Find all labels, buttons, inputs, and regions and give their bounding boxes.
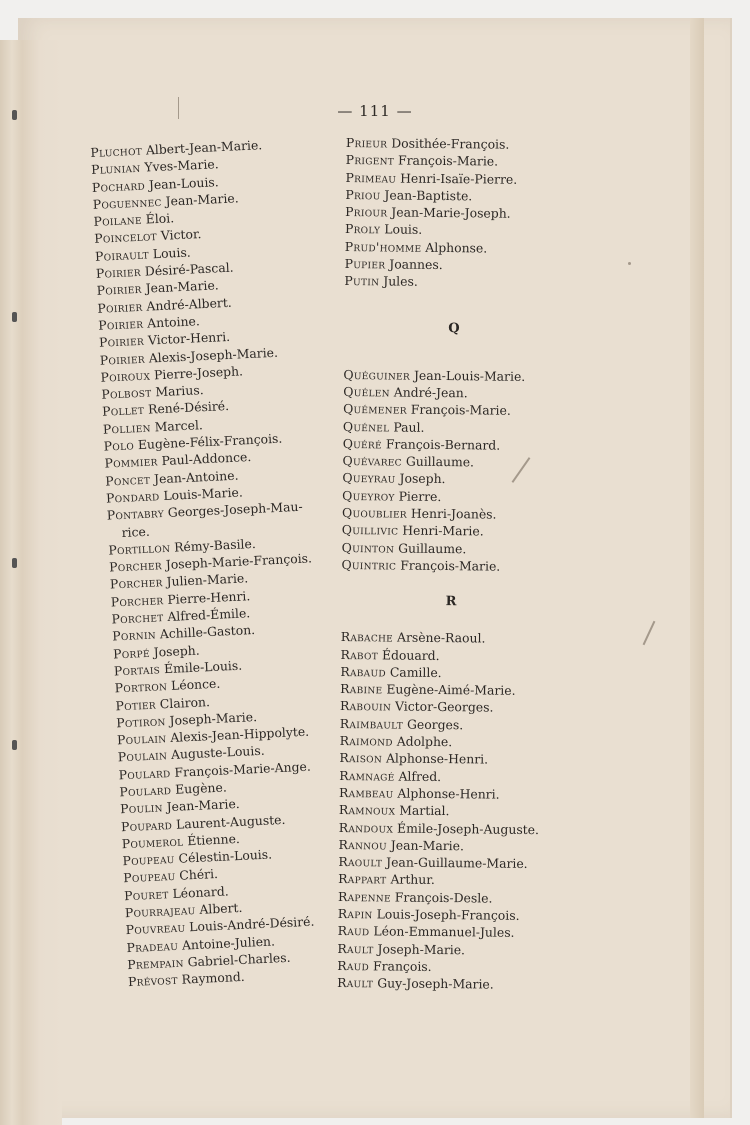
surname: Priou [345, 186, 381, 203]
surname: Potier [115, 696, 157, 713]
surname: Pollet [101, 402, 145, 420]
surname: Prud'homme [344, 238, 422, 255]
page-number: — 111 — [337, 102, 413, 120]
name-entry [346, 151, 606, 171]
surname: Priour [345, 204, 388, 220]
surname: Quéguiner [343, 366, 411, 383]
stitch-hole [12, 312, 17, 322]
given-names: Alphonse-Henri. [385, 750, 489, 767]
surname: Potiron [115, 712, 166, 731]
given-names: Joseph-Marie. [169, 708, 258, 728]
surname: Poupeau [123, 868, 176, 886]
given-names: Georges. [406, 716, 464, 732]
surname: Quillivic [341, 522, 399, 538]
surname: Rault [337, 975, 374, 991]
stitch-hole [12, 558, 17, 568]
given-names: Édouard. [381, 646, 440, 663]
given-names: Joseph. [153, 642, 200, 660]
surname: Polo [103, 437, 135, 454]
given-names: Léonard. [172, 883, 229, 901]
given-names: Alphonse. [425, 239, 488, 256]
surname: Porchet [111, 609, 164, 627]
given-names: Dosithée-François. [391, 135, 510, 152]
given-names: André-Jean. [393, 384, 468, 401]
surname: Rabine [340, 681, 383, 697]
surname: Pommier [104, 453, 158, 472]
given-names: Louis. [384, 221, 423, 238]
name-entry [338, 922, 598, 942]
given-names: Henri-Isaïe-Pierre. [400, 170, 518, 187]
given-names: Jean-Marie. [166, 796, 240, 815]
given-names: Antoine. [146, 313, 201, 331]
surname: Poulin [119, 799, 164, 817]
given-names: François-Bernard. [385, 436, 501, 453]
given-names: François-Desle. [394, 889, 493, 906]
given-names: Adolphe. [396, 733, 453, 750]
given-names: Auguste-Louis. [170, 743, 265, 763]
surname: Raud [337, 957, 370, 974]
given-names: Éloi. [145, 210, 175, 227]
given-names: André-Albert. [146, 294, 232, 314]
given-names: Camille. [389, 664, 442, 680]
given-names: Guillaume. [398, 540, 467, 556]
name-entry [341, 556, 601, 576]
given-names: Jules. [383, 273, 418, 290]
given-names: Raymond. [181, 969, 245, 987]
surname: Poupeau [122, 851, 175, 869]
surname: Rappart [338, 871, 387, 887]
surname: Poincelot [93, 228, 158, 247]
surname: Portais [113, 661, 161, 679]
name-entry [337, 974, 597, 994]
surname: Poumerol [121, 833, 184, 852]
surname: Quémener [343, 401, 407, 417]
given-names: Guillaume. [405, 453, 475, 470]
surname: Pollien [102, 419, 152, 437]
given-names: Eugène. [174, 779, 228, 797]
surname: Poulain [117, 747, 168, 765]
surname: Quénel [342, 418, 390, 435]
surname: Poirier [95, 263, 142, 281]
surname: Raison [339, 750, 383, 766]
surname: Poirault [94, 246, 150, 264]
surname: Pourrajeau [124, 902, 196, 921]
name-entry-continuation: rice. [121, 523, 151, 540]
section-p-continued [344, 134, 606, 292]
right-column [337, 134, 606, 994]
surname: Prempain [126, 954, 185, 973]
given-names: Pierre-Henri. [167, 587, 251, 607]
surname: Quévarec [342, 453, 402, 469]
given-names: Laurent-Auguste. [175, 811, 286, 832]
section-heading-r: R [445, 594, 457, 610]
given-names: Henri-Joanès. [410, 505, 497, 522]
given-names: Jean-Marie. [145, 277, 219, 296]
surname: Prigent [345, 152, 395, 168]
given-names: Victor-Georges. [394, 698, 494, 715]
surname: Porcher [110, 591, 164, 610]
given-names: Marcel. [154, 416, 204, 435]
given-names: Julien-Marie. [166, 570, 249, 590]
surname: Raimbault [339, 715, 404, 732]
given-names: Étienne. [186, 830, 241, 849]
surname: Rapenne [337, 888, 391, 905]
section-q [341, 366, 603, 576]
given-names: Georges-Joseph-Mau- [167, 498, 303, 521]
surname: Pornin [112, 626, 157, 644]
surname: Randoux [338, 819, 394, 836]
given-names: Chéri. [179, 866, 219, 884]
surname: Portillon [108, 539, 171, 558]
surname: Poulard [119, 781, 172, 800]
surname: Ramnagé [339, 767, 395, 784]
surname: Quéré [342, 435, 383, 452]
given-names: Victor. [160, 226, 202, 244]
surname: Porcher [108, 557, 163, 575]
surname: Quélen [343, 383, 390, 400]
surname: Rapin [337, 905, 373, 922]
given-names: Émile-Louis. [163, 657, 243, 677]
given-names: Léonce. [170, 675, 221, 694]
surname: Rault [337, 940, 374, 956]
given-names: Pierre-Joseph. [153, 363, 244, 383]
surname: Portron [114, 678, 168, 696]
given-names: Alexis-Joseph-Marie. [148, 344, 279, 366]
surname: Poirier [99, 350, 146, 368]
given-names: Paul. [393, 419, 425, 435]
left-column [90, 133, 368, 991]
given-names: Alfred. [398, 768, 442, 784]
surname: Primeau [345, 169, 397, 186]
given-names: Albert-Jean-Marie. [145, 137, 263, 158]
given-names: Alphonse-Henri. [397, 785, 500, 802]
surname: Pupier [344, 256, 386, 272]
surname: Poulard [118, 764, 171, 783]
given-names: Jean-Marie-Joseph. [391, 204, 511, 221]
given-names: Yves-Marie. [144, 156, 219, 175]
given-names: Jean-Louis-Marie. [413, 367, 526, 384]
given-names: Léon-Emmanuel-Jules. [373, 923, 515, 941]
given-names: Victor-Henri. [147, 329, 231, 348]
given-names: Pierre. [398, 488, 442, 504]
surname: Poupard [120, 816, 173, 834]
given-names: Rémy-Basile. [173, 535, 257, 555]
given-names: Marius. [155, 382, 204, 400]
surname: Pouvreau [125, 919, 186, 938]
given-names: Albert. [199, 899, 243, 917]
surname: Poulain [116, 730, 167, 748]
surname: Pouret [123, 885, 169, 903]
surname: Quintric [341, 556, 397, 573]
given-names: Louis-André-Désiré. [188, 913, 315, 935]
surname: Poirier [97, 315, 144, 333]
given-names: Clairon. [159, 693, 211, 711]
given-names: François-Marie. [400, 557, 501, 574]
given-names: Henri-Marie. [402, 522, 484, 539]
surname: Prieur [345, 134, 388, 151]
given-names: Louis-Joseph-François. [376, 906, 520, 923]
surname: Raimond [339, 732, 393, 749]
given-names: Jean-Marie. [165, 190, 239, 209]
given-names: Jean-Guillaume-Marie. [386, 854, 528, 872]
given-names: François. [373, 958, 432, 974]
given-names: Achille-Gaston. [159, 622, 256, 642]
given-names: Désiré-Pascal. [144, 259, 234, 279]
surname: Pluchot [90, 142, 143, 160]
given-names: Jean-Louis. [148, 173, 219, 192]
given-names: Arthur. [390, 871, 435, 888]
given-names: François-Marie-Ange. [174, 758, 312, 780]
given-names: Gabriel-Charles. [187, 949, 291, 970]
given-names: Guy-Joseph-Marie. [377, 975, 494, 992]
name-entry [342, 521, 602, 541]
given-names: Martial. [399, 802, 450, 819]
surname: Rannou [338, 836, 387, 853]
surname: Pradeau [126, 937, 179, 955]
name-entry [343, 400, 603, 420]
surname: Porpé [112, 644, 151, 662]
given-names: Antoine-Julien. [181, 933, 276, 953]
given-names: Joannes. [389, 256, 443, 273]
surname: Quinton [341, 539, 395, 556]
surname: Pondard [105, 488, 160, 506]
surname: Plunian [90, 160, 141, 178]
ink-dot [628, 262, 631, 265]
surname: Pontabry [106, 505, 165, 523]
given-names: Arsène-Raoul. [396, 629, 486, 646]
given-names: Émile-Joseph-Auguste. [397, 820, 540, 837]
surname: Rambeau [339, 784, 394, 801]
surname: Ramnoux [338, 802, 396, 818]
surname: Rabot [340, 646, 379, 662]
given-names: Célestin-Louis. [178, 846, 273, 866]
given-names: René-Désiré. [147, 398, 230, 418]
given-names: Joseph. [399, 471, 446, 487]
name-entry [339, 801, 599, 821]
surname: Poirier [96, 281, 143, 299]
given-names: Jean-Marie. [390, 837, 465, 854]
surname: Prévost [127, 972, 179, 990]
name-entry [341, 628, 601, 648]
surname: Queyrau [342, 470, 396, 486]
surname: Raud [337, 923, 370, 939]
surname: Poguennec [92, 193, 162, 212]
book-binding [0, 40, 62, 1125]
given-names: François-Marie. [398, 152, 499, 169]
given-names: Joseph-Marie. [377, 940, 466, 957]
given-names: Eugène-Félix-François. [137, 430, 283, 453]
given-names: Alexis-Jean-Hippolyte. [169, 723, 310, 746]
given-names: Alfred-Émile. [167, 605, 251, 624]
surname: Putin [344, 273, 380, 289]
surname: Rabaud [340, 663, 386, 680]
surname: Quoublier [341, 505, 408, 521]
stitch-hole [12, 740, 17, 750]
surname: Polbost [101, 384, 152, 402]
surname: Porcher [109, 574, 163, 592]
section-heading-q: Q [448, 320, 460, 336]
section-r [337, 628, 601, 994]
given-names: Joseph-Marie-François. [165, 550, 313, 573]
given-names: Eugène-Aimé-Marie. [386, 681, 516, 698]
given-names: Jean-Antoine. [153, 467, 239, 487]
surname: Poirier [97, 298, 143, 316]
surname: Poiroux [100, 367, 151, 385]
given-names: Louis-Marie. [163, 484, 244, 503]
page-edge [690, 18, 704, 1118]
surname: Poilane [93, 211, 143, 230]
name-entry [344, 272, 604, 292]
surname: Raoult [338, 854, 383, 870]
given-names: Louis. [152, 244, 192, 262]
surname: Rabouin [339, 698, 392, 714]
surname: Queyroy [342, 487, 395, 504]
surname: Poirier [98, 333, 145, 351]
given-names: Paul-Addonce. [161, 449, 252, 469]
surname: Proly [344, 221, 381, 237]
given-names: François-Marie. [410, 401, 511, 419]
given-names: Jean-Baptiste. [384, 187, 473, 204]
surname: Rabache [340, 629, 394, 645]
name-entry [339, 749, 599, 769]
surname: Poncet [104, 471, 151, 489]
surname: Pochard [91, 177, 146, 195]
